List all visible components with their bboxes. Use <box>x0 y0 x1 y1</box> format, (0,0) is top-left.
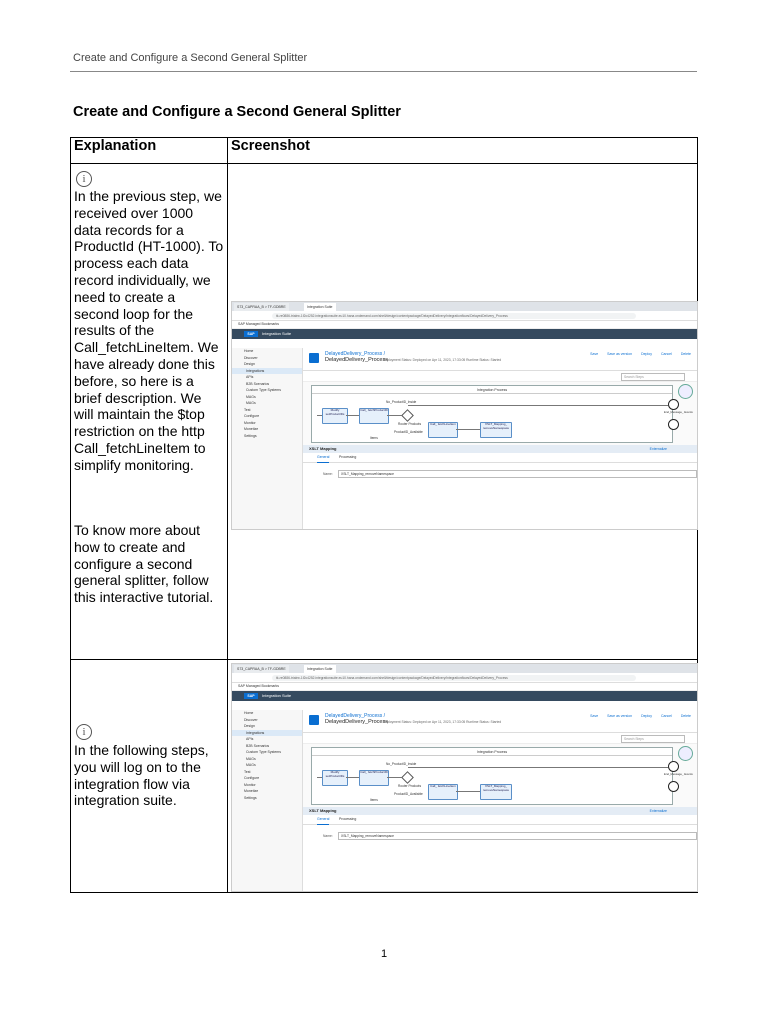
running-header: Create and Configure a Second General Splitter <box>73 52 308 64</box>
explanation-text: In the following steps, you will log on to the integration flow via integration suite. <box>74 742 209 809</box>
screenshot-image: S73_CAPRAA_B > TF-GDBRE Integration Suite tk-re0886-trialrw-1f2c4252.integrationsuite.eu10.hana.ondemand.com/shell/design/contentpackage/DelayedDelivery/integrationflows/DelayedDelivery_Process SAP Managed Bookmarks SAP Integration Suite Home Discover Design Integrations APIs B2B Scenarios Custom Type Systems MAGs MAGs Test Configure Monitor Monetize Settings DelayedDelivery_Process / DelayedDelivery_Process Deployment Status: Deployed on Apr 11, 2023, 17:33:05 Runtime Status: Started Save Save as version Deploy Cancel Delete Search Steps Integration Process Modify setProductIDs Call_ fetchProductID No_ProductID_Inside Router Products ProductID_Available Call_ fetchLineItem XSLT_Mapping_ removeNamespace Items End_Message_ Events XSLT Mapping Externalize General Processing Name: XSLT_Mapping_removeNamespace <box>231 663 698 892</box>
info-icon: i <box>76 171 92 187</box>
screenshot-cell <box>228 164 698 660</box>
column-header-explanation: Explanation <box>71 138 228 164</box>
column-header-screenshot: Screenshot <box>228 138 698 164</box>
page-title: Create and Configure a Second General Splitter <box>73 104 401 120</box>
content-table <box>70 137 698 893</box>
page-number: 1 <box>381 948 388 960</box>
explanation-text: In the previous step, we received over 1000 data records for a ProductId (HT-1000). To process each data record individually, we need to create a second loop for the results of the Call_fetchLineItem. We have already done this before, so here is a brief description. We will maintain the $top restriction on the http Call_fetchLineItem to simplify monitoring. <box>74 188 224 473</box>
explanation-cell <box>71 164 228 660</box>
screenshot-image: S73_CAPRAA_B > TF-GDBRE Integration Suite tk-re0886-trialrw-1f2c4252.integrationsuite.eu10.hana.ondemand.com/shell/design/contentpackage/DelayedDelivery/integrationflows/DelayedDelivery_Process SAP Managed Bookmarks SAP Integration Suite Home Discover Design Integrations APIs B2B Scenarios Custom Type Systems MAGs MAGs Test Configure Monitor Monetize Settings DelayedDelivery_Process / DelayedDelivery_Process Deployment Status: Deployed on Apr 11, 2023, 17:33:05 Runtime Status: Started Save Save as version Deploy Cancel Delete Search Steps Integration Process Modify setProductIDs Call_ fetchProductID No_ProductID_Inside Router Products ProductID_Available Call_ fetchLineItem XSLT_Mapping_ removeNamespace Items End_Message_ Events XSLT Mapping Externalize General Processing Name: XSLT_Mapping_removeNamespace <box>231 301 698 530</box>
screenshot-cell <box>228 660 698 893</box>
header-divider <box>70 71 697 72</box>
explanation-cell <box>71 660 228 893</box>
info-icon: i <box>76 724 92 740</box>
explanation-text-tutorial: To know more about how to create and configure a second general splitter, follow this interactive tutorial. <box>74 522 214 606</box>
